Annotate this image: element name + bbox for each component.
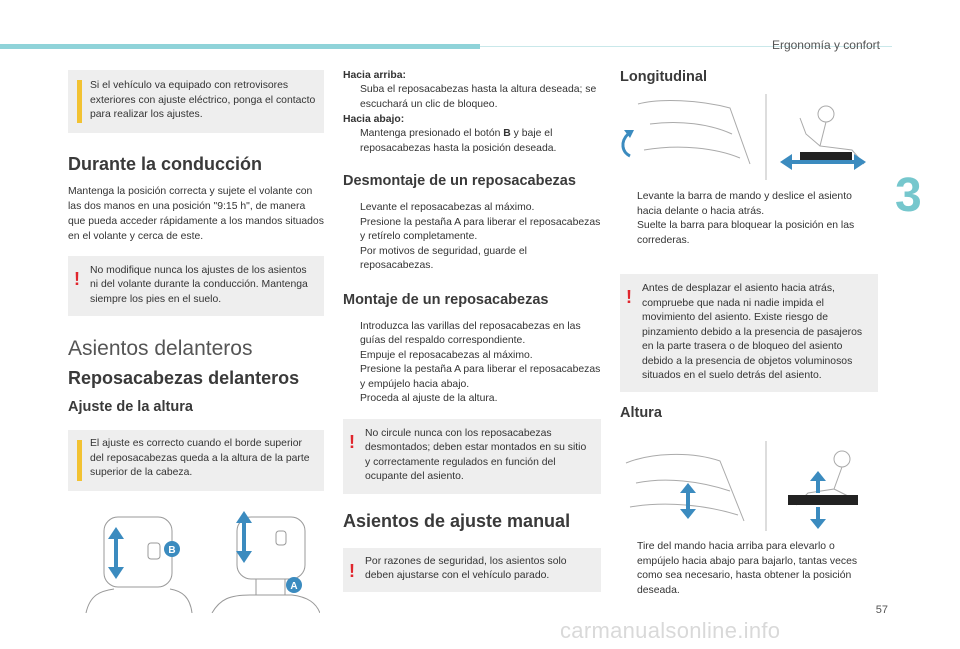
warning-box-manual xyxy=(343,548,601,592)
section-title: Ergonomía y confort xyxy=(771,38,880,52)
column-middle xyxy=(343,68,601,592)
watermark: carmanualsonline.info xyxy=(560,618,781,643)
heading-longitudinal: Longitudinal xyxy=(620,69,707,85)
headrest-illustration xyxy=(80,505,320,613)
headrest-right-outline xyxy=(237,517,305,579)
list-item: Levante la barra de mando y deslice el asiento hacia delante o hacia atrás. xyxy=(637,191,852,217)
slide-arrows-icon xyxy=(780,152,866,170)
list-item: Proceda al ajuste de la altura. xyxy=(360,393,498,404)
down-label: Hacia abajo: xyxy=(343,114,405,125)
column-left xyxy=(68,70,324,491)
up-label: Hacia arriba: xyxy=(343,70,406,81)
longitudinal-text xyxy=(620,190,878,422)
height-arrows-icon xyxy=(788,471,858,529)
person-head-icon xyxy=(818,106,834,122)
seat-back-left xyxy=(86,589,192,613)
height-text xyxy=(620,540,878,598)
seat-outline-left xyxy=(638,101,750,164)
info-box-headrest xyxy=(68,430,324,491)
info-icon xyxy=(77,440,82,481)
heading-front-seats: Asientos delanteros xyxy=(68,337,253,360)
list-item: Introduzca las varillas del reposacabezas en las guías del respaldo correspondiente. xyxy=(360,320,581,346)
warning-icon: ! xyxy=(349,560,355,581)
arrow-up-icon xyxy=(108,527,124,539)
heading-driving: Durante la conducción xyxy=(68,153,263,174)
arrow-down-icon xyxy=(108,567,124,579)
height-illustration xyxy=(620,441,878,531)
warning-icon: ! xyxy=(626,287,632,307)
heading-manual-seats: Asientos de ajuste manual xyxy=(343,510,571,531)
info-text: Si el vehículo va equipado con retrovisores exteriores con ajuste eléctrico, ponga el contacto para realizar los ajustes. xyxy=(90,80,316,120)
seat-back-right xyxy=(212,595,320,613)
height-list xyxy=(620,540,878,598)
info-text: El ajuste es correcto cuando el borde superior del reposacabezas queda a la altura de la parte superior de la cabeza. xyxy=(90,438,310,478)
warning-text: Antes de desplazar el asiento hacia atrás, compruebe que nada ni nadie impida el movimiento del asiento. Existe riesgo de pinzamiento debido a la presencia de pasajeros en la parte trasera o de bloqueo del asiento debido a la presencia de objetos voluminosos situados en el suelo detrás del asiento. xyxy=(642,283,863,381)
longitudinal-list xyxy=(620,190,878,248)
list-item: Tire del mando hacia arriba para elevarlo o empújelo hacia abajo para bajarlo, tantas veces como sea necesario, hasta obtener la posición deseada. xyxy=(637,541,858,596)
list-item: Empuje el reposacabezas al máximo. xyxy=(360,349,533,361)
paragraph-driving: Mantenga la posición correcta y sujete el volante con las dos manos en una posición "9:15 h", de manera que pueda acceder rápidamente a los mandos situados en el volante y cerca de este. xyxy=(68,185,324,242)
header-accent-bar xyxy=(0,44,480,49)
heading-height-adjust: Ajuste de la altura xyxy=(68,399,193,415)
list-item: Presione la pestaña A para liberar el reposacabezas y retírelo completamente. xyxy=(360,216,601,242)
warning-box-driving xyxy=(68,256,324,317)
down-list xyxy=(343,127,601,156)
arrow-down-icon xyxy=(236,551,252,563)
warning-icon: ! xyxy=(74,268,80,289)
page-number: 57 xyxy=(875,604,888,616)
label-a: A xyxy=(290,581,298,592)
height-lever-icon xyxy=(686,491,690,511)
warning-text: No circule nunca con los reposacabezas desmontados; deben estar montados en su sitio y correctamente regulados en función del ocupante del asiento. xyxy=(365,427,587,482)
info-icon xyxy=(77,80,82,123)
column-right xyxy=(620,68,875,86)
warning-box-headrest xyxy=(343,419,601,494)
heading-remove-headrest: Desmontaje de un reposacabezas xyxy=(343,173,576,189)
list-item: Presione la pestaña A para liberar el reposacabezas y empújelo hacia abajo. xyxy=(360,364,601,390)
person-head-icon xyxy=(834,451,850,467)
list-item: Suelte la barra para bloquear la posición en las correderas. xyxy=(637,220,855,246)
up-list xyxy=(343,83,601,112)
heading-mount-headrest: Montaje de un reposacabezas xyxy=(343,291,549,308)
heading-front-headrests: Reposacabezas delanteros xyxy=(68,368,300,388)
label-b: B xyxy=(168,545,176,556)
list-item: Levante el reposacabezas al máximo. xyxy=(360,202,535,213)
remove-list xyxy=(343,201,601,274)
warning-icon: ! xyxy=(349,431,355,452)
list-item: Suba el reposacabezas hasta la altura deseada; se escuchará un clic de bloqueo. xyxy=(360,84,597,110)
list-item: Mantenga presionado el botón B y baje el reposacabezas hasta la posición deseada. xyxy=(360,128,557,154)
chapter-number: 3 xyxy=(895,169,922,222)
warning-text: No modifique nunca los ajustes de los asientos ni del volante durante la conducción. Mantenga siempre los pies en el suelo. xyxy=(90,264,308,305)
mount-list xyxy=(343,320,601,407)
longitudinal-illustration xyxy=(620,94,878,180)
warning-box-slide xyxy=(620,274,878,392)
warning-text: Por razones de seguridad, los asientos solo deben ajustarse con el vehículo parado. xyxy=(365,555,567,581)
lever-arrow-icon xyxy=(623,134,630,156)
heading-height: Altura xyxy=(620,404,662,421)
list-item: Por motivos de seguridad, guarde el reposacabezas. xyxy=(360,245,527,271)
info-box-mirrors xyxy=(68,70,324,133)
